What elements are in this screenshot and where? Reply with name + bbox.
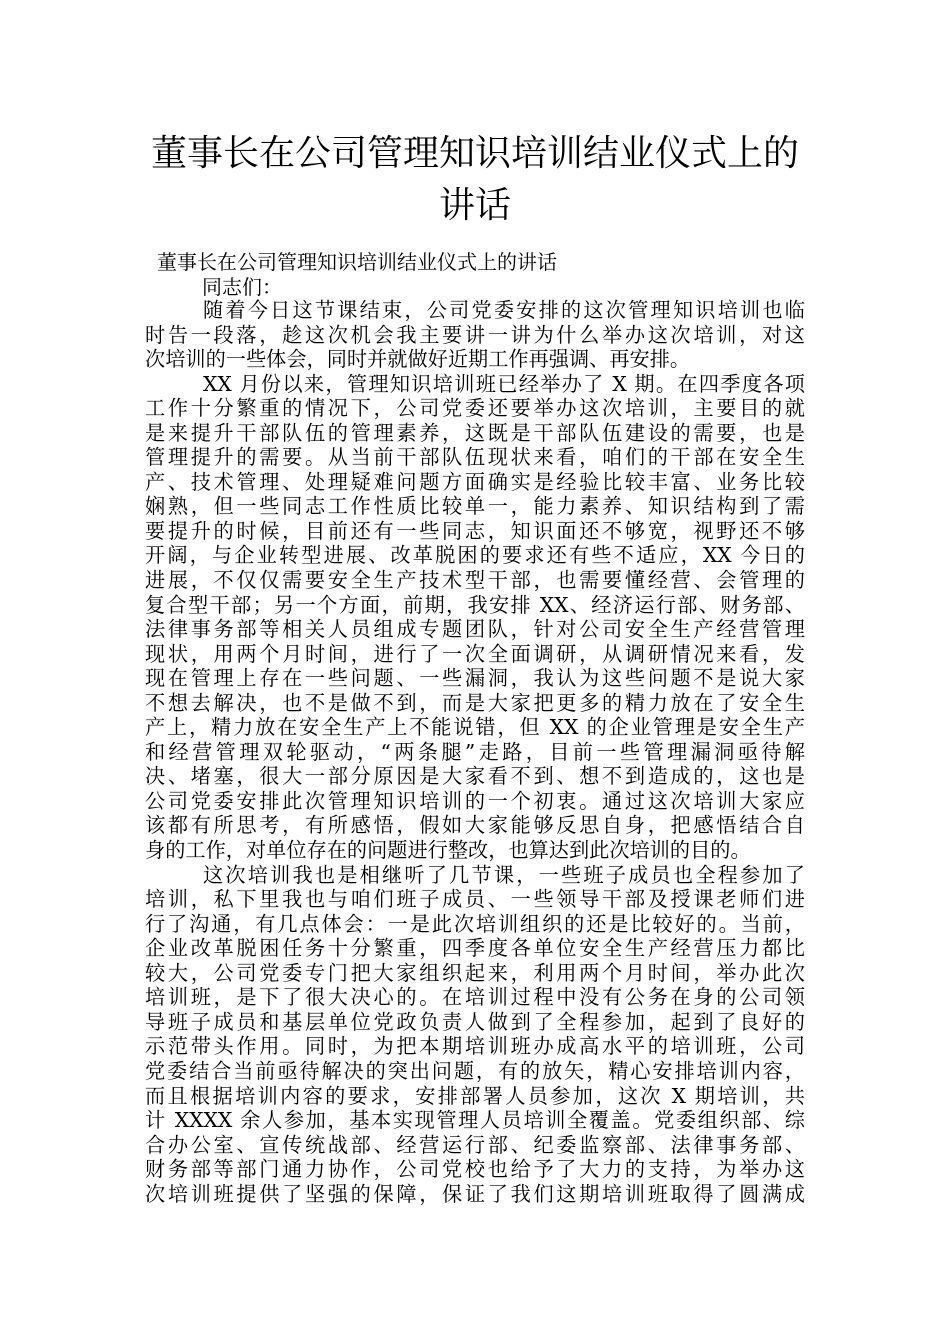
title-line-1: 董事长在公司管理知识培训结业仪式上的 (150, 133, 799, 174)
paragraph-line: 产、技术管理、处理疑难问题方面确实是经验比较丰富、业务比较 (145, 469, 805, 494)
paragraph-line: 计 XXXX 余人参加，基本实现管理人员培训全覆盖。党委组织部、综 (145, 1108, 805, 1133)
paragraph (145, 372, 805, 863)
paragraph-line: 产上，精力放在安全生产上不能说错，但 XX 的企业管理是安全生产 (145, 715, 805, 740)
body-text (145, 298, 805, 1206)
title-line-2: 讲话 (438, 185, 511, 226)
paragraph-line: 培训班，是下了很大决心的。在培训过程中没有公务在身的公司领 (145, 985, 805, 1010)
paragraph-line: 较大，公司党委专门把大家组织起来，利用两个月时间，举办此次 (145, 960, 805, 985)
paragraph-line: 导班子成员和基层单位党政负责人做到了全程参加，起到了良好的 (145, 1009, 805, 1034)
paragraph-line: 管理提升的需要。从当前干部队伍现状来看，咱们的干部在安全生 (145, 445, 805, 470)
paragraph-line: 不想去解决，也不是做不到，而是大家把更多的精力放在了安全生 (145, 690, 805, 715)
paragraph-line: 和经营管理双轮驱动，“两条腿”走路，目前一些管理漏洞亟待解 (145, 739, 805, 764)
document-title (140, 128, 810, 232)
paragraph-line: 是来提升干部队伍的管理素养，这既是干部队伍建设的需要，也是 (145, 420, 805, 445)
paragraph-line: 示范带头作用。同时，为把本期培训班办成高水平的培训班，公司 (145, 1034, 805, 1059)
paragraph-line: XX 月份以来，管理知识培训班已经举办了 X 期。在四季度各项 (203, 371, 805, 396)
paragraph-line: 这次培训我也是相继听了几节课，一些班子成员也全程参加了 (203, 862, 805, 887)
paragraph-line: 复合型干部；另一个方面，前期，我安排 XX、经济运行部、财务部、 (145, 592, 805, 617)
paragraph-line: 而且根据培训内容的要求，安排部署人员参加，这次 X 期培训，共 (145, 1083, 805, 1108)
paragraph-line: 身的工作，对单位存在的问题进行整改，也算达到此次培训的目的。 (145, 838, 751, 863)
paragraph-line: 党委结合当前亟待解决的突出问题，有的放矢，精心安排培训内容， (145, 1058, 805, 1083)
paragraph-line: 企业改革脱困任务十分繁重，四季度各单位安全生产经营压力都比 (145, 936, 805, 961)
paragraph-line: 公司党委安排此次管理知识培训的一个初衷。通过这次培训大家应 (145, 788, 805, 813)
paragraph-line: 要提升的时候，目前还有一些同志，知识面还不够宽，视野还不够 (145, 518, 805, 543)
paragraph-line: 现在管理上存在一些问题、一些漏洞，我认为这些问题不是说大家 (145, 666, 805, 691)
paragraph-line: 次培训的一些体会，同时并就做好近期工作再强调、再安排。 (145, 347, 691, 372)
paragraph-line: 工作十分繁重的情况下，公司党委还要举办这次培训，主要目的就 (145, 396, 805, 421)
paragraph-line: 时告一段落，趁这次机会我主要讲一讲为什么举办这次培训，对这 (145, 322, 805, 347)
paragraph-line: 培训，私下里我也与咱们班子成员、一些领导干部及授课老师们进 (145, 887, 805, 912)
paragraph-line: 次培训班提供了坚强的保障，保证了我们这期培训班取得了圆满成 (145, 1181, 805, 1206)
salutation: 同志们： (202, 275, 282, 299)
paragraph-line: 开阔，与企业转型进展、改革脱困的要求还有些不适应，XX 今日的 (145, 543, 805, 568)
paragraph-line: 合办公室、宣传统战部、经营运行部、纪委监察部、法律事务部、 (145, 1132, 805, 1157)
paragraph-line: 行了沟通，有几点体会：一是此次培训组织的还是比较好的。当前， (145, 911, 805, 936)
paragraph (145, 863, 805, 1207)
paragraph-line: 该都有所思考，有所感悟，假如大家能够反思自身，把感悟结合自 (145, 813, 805, 838)
paragraph-line: 进展，不仅仅需要安全生产技术型干部，也需要懂经营、会管理的 (145, 568, 805, 593)
paragraph-line: 财务部等部门通力协作，公司党校也给予了大力的支持，为举办这 (145, 1157, 805, 1182)
paragraph-line: 法律事务部等相关人员组成专题团队，针对公司安全生产经营管理 (145, 617, 805, 642)
paragraph-line: 决、堵塞，很大一部分原因是大家看不到、想不到造成的，这也是 (145, 764, 805, 789)
paragraph-line: 随着今日这节课结束，公司党委安排的这次管理知识培训也临 (203, 298, 805, 322)
document-subtitle: 董事长在公司管理知识培训结业仪式上的讲话 (157, 250, 557, 274)
paragraph-line: 现状，用两个月时间，进行了一次全面调研，从调研情况来看，发 (145, 641, 805, 666)
paragraph-line: 娴熟，但一些同志工作性质比较单一，能力素养、知识结构到了需 (145, 494, 805, 519)
paragraph (145, 298, 805, 372)
